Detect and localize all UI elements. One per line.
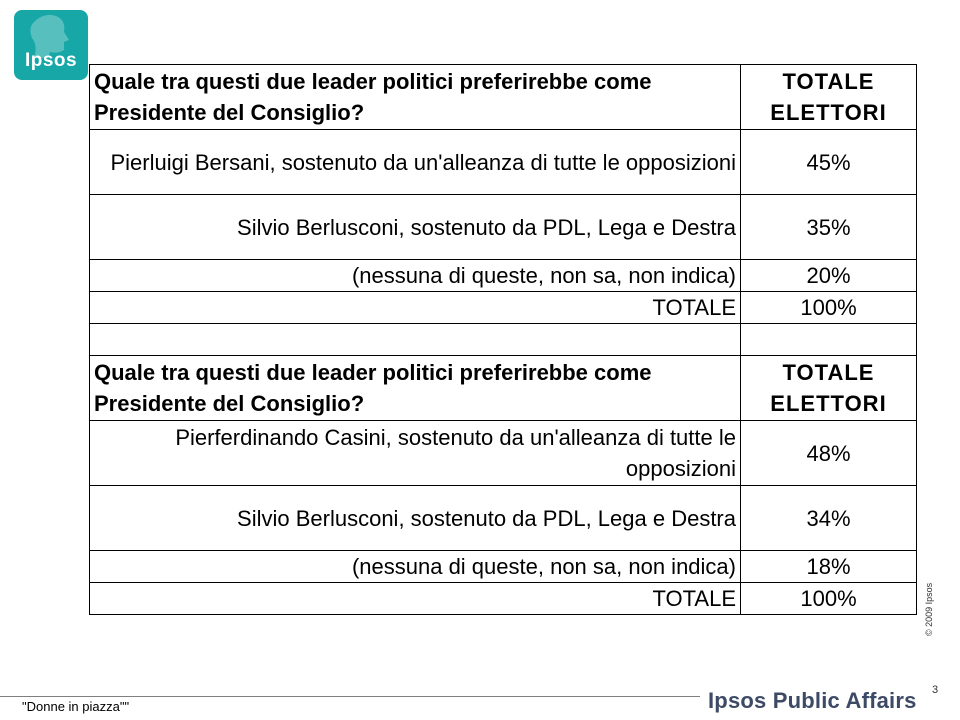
table-row <box>90 130 917 195</box>
row-label: Silvio Berlusconi, sostenuto da PDL, Lega e Destra <box>90 486 741 551</box>
row-value: 35% <box>741 195 917 260</box>
logo-text: Ipsos <box>24 50 78 71</box>
table-row <box>90 551 917 583</box>
table-row <box>90 486 917 551</box>
spacer-cell <box>741 324 917 356</box>
row-value: 34% <box>741 486 917 551</box>
table-1-column-header: TOTALE ELETTORI <box>741 65 917 130</box>
row-label: TOTALE <box>90 583 741 615</box>
row-value: 18% <box>741 551 917 583</box>
copyright-notice: © 2009 Ipsos <box>924 582 934 636</box>
row-label: TOTALE <box>90 292 741 324</box>
table-2-header-row <box>90 356 917 421</box>
poll-results-table <box>89 64 917 615</box>
page-number: 3 <box>932 684 939 696</box>
table-row-total <box>90 292 917 324</box>
table-1-header-row <box>90 65 917 130</box>
row-value: 100% <box>741 583 917 615</box>
row-label: Silvio Berlusconi, sostenuto da PDL, Lega e Destra <box>90 195 741 260</box>
footer-brand: Ipsos Public Affairs <box>708 688 917 713</box>
table-row-total <box>90 583 917 615</box>
table-row <box>90 260 917 292</box>
spacer-cell <box>90 324 741 356</box>
table-2-question: Quale tra questi due leader politici preferirebbe come Presidente del Consiglio? <box>90 356 741 421</box>
row-value: 100% <box>741 292 917 324</box>
row-label: Pierluigi Bersani, sostenuto da un'alleanza di tutte le opposizioni <box>90 130 741 195</box>
table-1-question: Quale tra questi due leader politici preferirebbe come Presidente del Consiglio? <box>90 65 741 130</box>
spacer-row <box>90 324 917 356</box>
row-value: 48% <box>741 421 917 486</box>
table-row <box>90 195 917 260</box>
row-label: Pierferdinando Casini, sostenuto da un'alleanza di tutte le opposizioni <box>90 421 741 486</box>
table-row <box>90 421 917 486</box>
footer-title: "Donne in piazza"" <box>22 699 130 714</box>
row-value: 20% <box>741 260 917 292</box>
ipsos-logo <box>14 10 88 80</box>
row-label: (nessuna di queste, non sa, non indica) <box>90 551 741 583</box>
footer-divider <box>0 696 700 697</box>
table-2-column-header: TOTALE ELETTORI <box>741 356 917 421</box>
row-value: 45% <box>741 130 917 195</box>
row-label: (nessuna di queste, non sa, non indica) <box>90 260 741 292</box>
